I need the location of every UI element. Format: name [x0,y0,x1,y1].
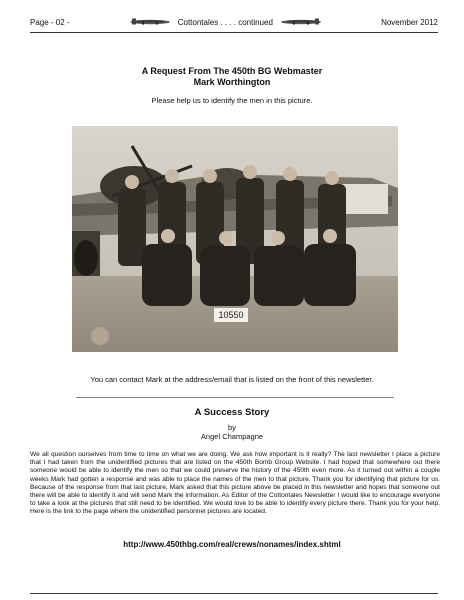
story-headline: A Success Story [194,407,270,418]
issue-date: November 2012 [381,17,438,27]
crew-photo [72,126,398,352]
contact-note: You can contact Mark at the address/email that is listed on the front of this newsletter. [90,375,374,384]
request-intro: Please help us to identify the men in this picture. [151,96,313,105]
photo-sign-label: 10550 [218,310,244,320]
page-number: Page - 02 - [30,17,70,27]
bomber-plane-icon [128,17,172,27]
bomber-plane-icon-right [279,17,323,27]
header-rule [30,32,438,33]
request-author: Mark Worthington [193,77,271,87]
footer-rule [30,593,438,594]
header-center [128,17,323,27]
newsletter-title: Cottontales . . . . continued [177,17,273,27]
story-author: Angel Champagne [200,432,264,441]
section-divider [76,397,394,398]
article-title [0,66,464,88]
story-body: We all question ourselves from time to time on what we are doing. We ask how important is it really? The last newsletter I place a picture that I had taken from the unidentified pictures that are listed on the 450th Bomb Group Website. I had hoped that somewhere out there someone would be able to identify the men so that we could preserve the history of the 450th even more. As it turned out within a couple weeks Mark had gotten a response and was able to place the names of the men to that picture. Thank you for identifying that picture for us. Because of the response from that last picture, Mark asked that this picture above be placed in this newsletter and hopes that someone out there will be able to identify it and will send Mark the information. As Editor of the Cottontales Newsletter I would like to encourage everyone to take a look at the pictures that still need to be identified. We would love to be able to identify every picture there. Thank you for your help. Here is the link to the page where the unidentified personnel pictures are located. [30,451,440,516]
byline-by: by [228,423,236,432]
page-header [30,12,438,32]
nonames-link[interactable]: http://www.450thbg.com/real/crews/nonames/index.shtml [123,540,341,549]
request-headline: A Request From The 450th BG Webmaster [141,66,323,76]
story-byline [0,423,464,441]
crew-photo-image [72,126,398,352]
